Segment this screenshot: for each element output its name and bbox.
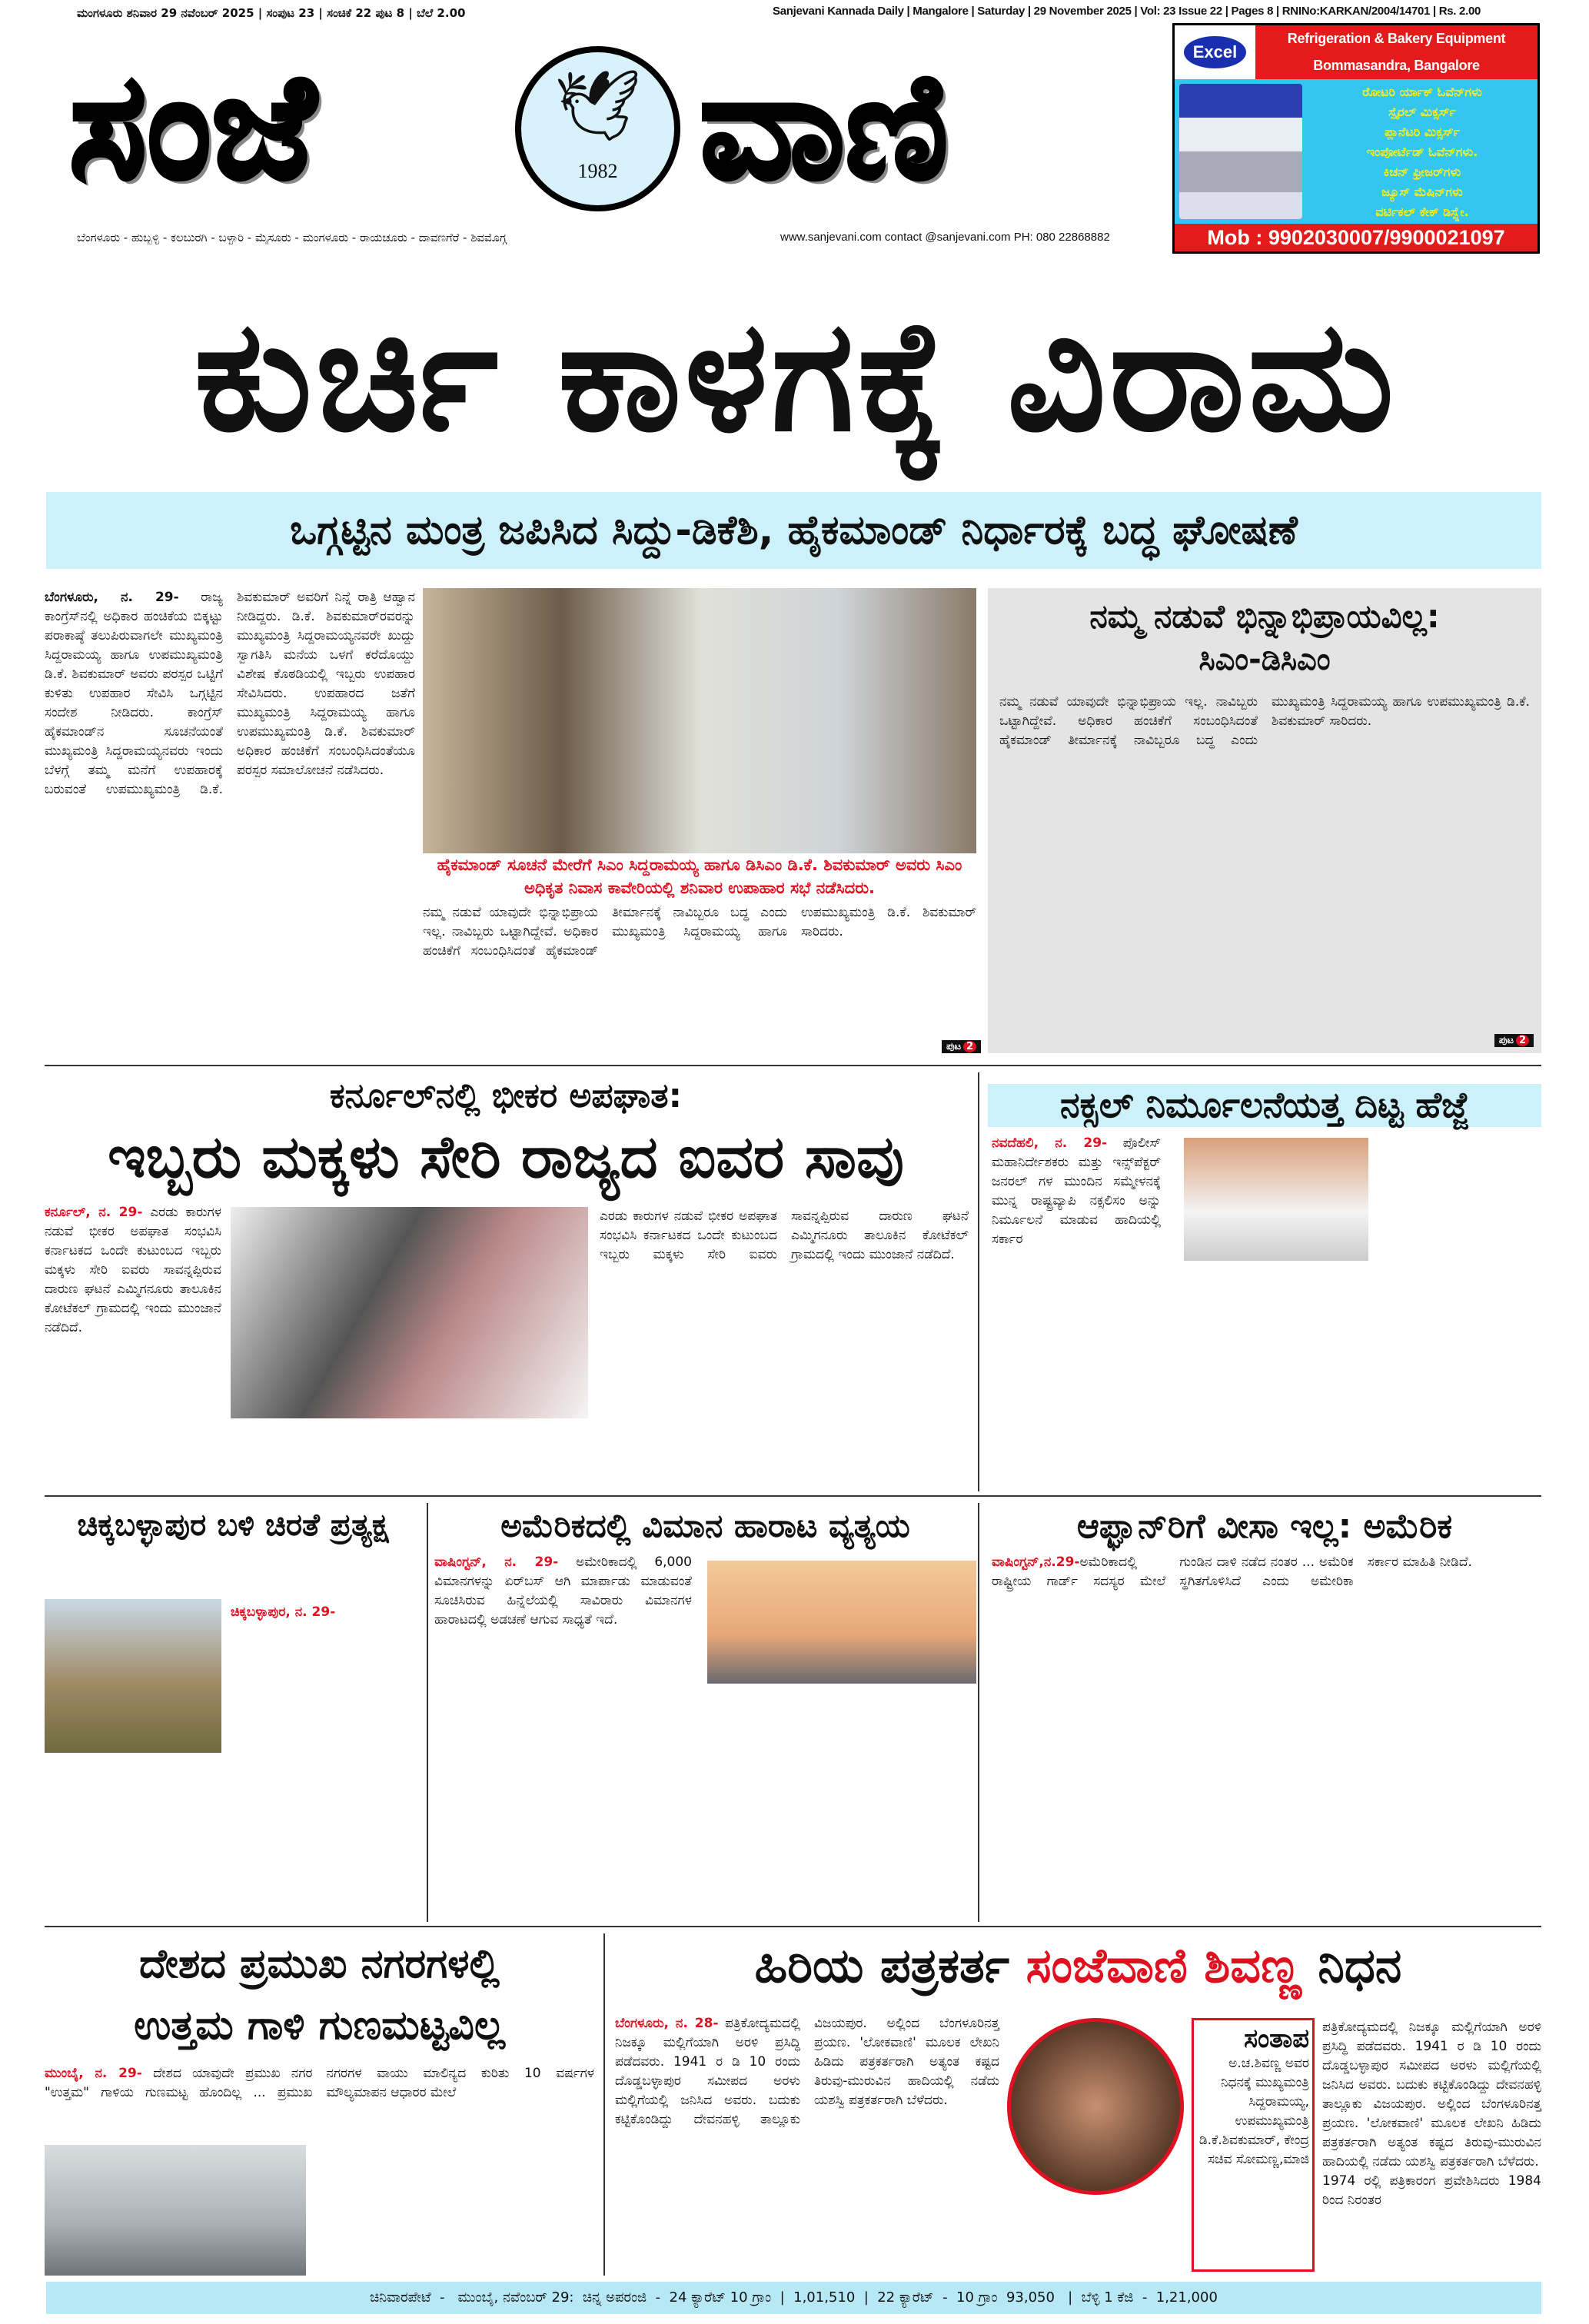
masthead-left: ಸಂಜೆ [69,42,316,211]
side-box-body: ನಮ್ಮ ನಡುವೆ ಯಾವುದೇ ಭಿನ್ನಾಭಿಪ್ರಾಯ ಇಲ್ಲ. ನಾವಿಬ್ಬರು ಒಟ್ಟಾಗಿದ್ದೇವೆ. ಅಧಿಕಾರ ಹಂಚಿಕೆಗೆ ಸಂಬಂಧಿಸಿದಂತೆ ಹೈಕಮಾಂಡ್ ತೀರ್ಮಾನಕ್ಕೆ ನಾವಿಬ್ಬರೂ ಬದ್ಧ ಎಂದು ಮುಖ್ಯಮಂತ್ರಿ ಸಿದ್ದರಾಮಯ್ಯ ಹಾಗೂ ಉಪಮುಖ್ಯಮಂತ್ರಿ ಡಿ.ಕೆ. ಶಿವಕುಮಾರ್ ಸಾರಿದರು. [999,694,1530,748]
mixer-image [1179,84,1302,219]
naxal-headline: ನಕ್ಸಲ್ ನಿರ್ಮೂಲನೆಯತ್ತ ದಿಟ್ಟ ಹೆಜ್ಜೆ [988,1084,1541,1127]
kannada-dateline: ಮಂಗಳೂರು ಶನಿವಾರ 29 ನವೆಂಬರ್ 2025 | ಸಂಪುಟ 23 | ಸಂಚಿಕೆ 22 ಪುಟ 8 | ಬೆಲೆ 2.00 [77,6,466,20]
story-text: ರಾಜ್ಯ ಕಾಂಗ್ರೆಸ್‌ನಲ್ಲಿ ಅಧಿಕಾರ ಹಂಚಿಕೆಯ ಬಿಕ್ಕಟ್ಟು ಪರಾಕಾಷ್ಠೆ ತಲುಪಿರುವಾಗಲೇ ಮುಖ್ಯಮಂತ್ರಿ ಸಿದ್ದರಾಮಯ್ಯ ಹಾಗೂ ಉಪಮುಖ್ಯಮಂತ್ರಿ ಡಿ.ಕೆ. ಶಿವಕುಮಾರ್ ಅವರು ಪರಸ್ಪರ ಒಟ್ಟಿಗೆ ಕುಳಿತು ಉಪಹಾರ ಸೇವಿಸಿ ಒಗ್ಗಟ್ಟಿನ ಸಂದೇಶ ನೀಡಿದರು. ಕಾಂಗ್ರೆಸ್ ಹೈಕಮಾಂಡ್‌ನ ಸೂಚನೆಯಂತೆ ಮುಖ್ಯಮಂತ್ರಿ ಸಿದ್ದರಾಮಯ್ಯನವರು ಇಂದು ಬೆಳಗ್ಗೆ ತಮ್ಮ ಮನೆಗೆ ಉಪಹಾರಕ್ಕೆ ಬರುವಂತೆ ಉಪಮುಖ್ಯಮಂತ್ರಿ ಡಿ.ಕೆ. ಶಿವಕುಮಾರ್ ಅವರಿಗೆ ನಿನ್ನೆ ರಾತ್ರಿ ಆಹ್ವಾನ ನೀಡಿದ್ದರು. ಡಿ.ಕೆ. ಶಿವಕುಮಾರ್‌ರವರನ್ನು ಮುಖ್ಯಮಂತ್ರಿ ಸಿದ್ದರಾಮಯ್ಯನವರೇ ಖುದ್ದು ಸ್ವಾಗತಿಸಿ ಮನೆಯ ಒಳಗೆ ಕರೆದೊಯ್ದು ವಿಶೇಷ ಕೊಠಡಿಯಲ್ಲಿ ಇಬ್ಬರು ಉಪಹಾರ ಸೇವಿಸಿದರು. ಉಪಹಾರದ ಜತೆಗೆ ಮುಖ್ಯಮಂತ್ರಿ ಸಿದ್ದರಾಮಯ್ಯ ಹಾಗೂ ಉಪಮುಖ್ಯಮಂತ್ರಿ ಡಿ.ಕೆ. ಶಿವಕುಮಾರ್ ಅಧಿಕಾರ ಹಂಚಿಕೆಗೆ ಸಂಬಂಧಿಸಿದಂತೆಯೂ ಪರಸ್ಪರ ಸಮಾಲೋಚನೆ ನಡೆಸಿದರು. [45,590,415,797]
obituary-body: ಬೆಂಗಳೂರು, ನ. 28- ಪತ್ರಿಕೋದ್ಯಮದಲ್ಲಿ ನಿಜಕ್ಕೂ ಮಲ್ಲಿಗೆಯಾಗಿ ಅರಳಿ ಪ್ರಸಿದ್ಧಿ ಪಡೆದವರು. 1941 ರ ಡಿ 10 ರಂದು ದೊಡ್ಡಬಳ್ಳಾಪುರ ಸಮೀಪದ ಅರಳು ಮಲ್ಲಿಗೆಯಲ್ಲಿ ಜನಿಸಿದ ಅವರು. ಬದುಕು ಕಟ್ಟಿಕೊಂಡಿದ್ದು ದೇವನಹಳ್ಳಿ ತಾಲ್ಲೂಕು ವಿಜಯಪುರ. ಅಲ್ಲಿಂದ ಬೆಂಗಳೂರಿನತ್ತ ಪ್ರಯಣ. 'ಲೋಕವಾಣಿ' ಮೂಲಕ ಲೇಖನಿ ಹಿಡಿದು ಪತ್ರಕರ್ತರಾಗಿ ಅತ್ಯಂತ ಕಷ್ಟದ ತಿರುವು-ಮುರುವಿನ ಹಾದಿಯಲ್ಲಿ ನಡೆದು ಯಶಸ್ವಿ ಪತ್ರಕರ್ತರಾಗಿ ಬೆಳೆದರು. [615,2016,999,2127]
ad-location: Bommasandra, Bangalore [1313,58,1480,73]
ad-line: ಇಂಪೋರ್ಟೆಡ್ ಓವೆನ್‌ಗಳು. [1366,145,1478,159]
kurnool-headline: ಇಬ್ಬರು ಮಕ್ಕಳು ಸೇರಿ ರಾಜ್ಯದ ಐವರ ಸಾವು [108,1122,904,1191]
cm-dcm-breakfast-photo [423,588,976,853]
dove-logo [515,46,680,211]
naxal-body: ನವದೆಹಲಿ, ನ. 29- ಪೊಲೀಸ್ ಮಹಾನಿರ್ದೇಶಕರು ಮತ್ತು ಇನ್ಸ್‌ಪೆಕ್ಟರ್ ಜನರಲ್ ಗಳ ಮುಂದಿನ ಸಮ್ಮೇಳನಕ್ಕೆ ಮುನ್ನ ರಾಷ್ಟ್ರವ್ಯಾಪಿ ನಕ್ಸಲಿಸಂ ಅನ್ನು ನಿರ್ಮೂಲನೆ ಮಾಡುವ ಹಾದಿಯಲ್ಲಿ ಸರ್ಕಾರ [992,1135,1161,1247]
flights-body: ವಾಷಿಂಗ್ಟನ್, ನ. 29- ಅಮೇರಿಕಾದಲ್ಲಿ 6,000 ವಿಮಾನಗಳನ್ನು ಏರ್‌ಬಸ್ ಆಗಿ ಮಾರ್ಪಾಡು ಮಾಡುವಂತೆ ಸೂಚಿಸಿರುವ ಹಿನ್ನೆಲೆಯಲ್ಲಿ ಸಾವಿರಾರು ವಿಮಾನಗಳ ಹಾರಾಟದಲ್ಲಿ ಅಡಚಣೆ ಆಗುವ ಸಾಧ್ಯತೆ ಇದೆ. [434,1554,692,1627]
kurnool-body-continued: ಎರಡು ಕಾರುಗಳ ನಡುವೆ ಭೀಕರ ಅಪಘಾತ ಸಂಭವಿಸಿ ಕರ್ನಾಟಕದ ಒಂದೇ ಕುಟುಂಬದ ಇಬ್ಬರು ಮಕ್ಕಳು ಸೇರಿ ಐವರು ಸಾವನ್ನಪ್ಪಿರುವ ದಾರುಣ ಘಟನೆ ಎಮ್ಮಿಗನೂರು ತಾಲೂಕಿನ ಕೋಟೆಕಲ್ ಗ್ರಾಮದಲ್ಲಿ ಇಂದು ಮುಂಜಾನೆ ನಡೆದಿದೆ. [600,1209,969,1262]
page-ref[interactable]: ಪುಟ 2 [942,1038,981,1053]
shivanna-portrait [1007,2018,1184,2195]
airplane-photo [707,1561,976,1684]
obituary-continued: ಪತ್ರಿಕೋದ್ಯಮದಲ್ಲಿ ನಿಜಕ್ಕೂ ಮಲ್ಲಿಗೆಯಾಗಿ ಅರಳಿ ಪ್ರಸಿದ್ಧಿ ಪಡೆದವರು. 1941 ರ ಡಿ 10 ರಂದು ದೊಡ್ಡಬಳ್ಳಾಪುರ ಸಮೀಪದ ಅರಳು ಮಲ್ಲಿಗೆಯಲ್ಲಿ ಜನಿಸಿದ ಅವರು. ಬದುಕು ಕಟ್ಟಿಕೊಂಡಿದ್ದು ದೇವನಹಳ್ಳಿ ತಾಲ್ಲೂಕು ವಿಜಯಪುರ. ಅಲ್ಲಿಂದ ಬೆಂಗಳೂರಿನತ್ತ ಪ್ರಯಣ. 'ಲೋಕವಾಣಿ' ಮೂಲಕ ಲೇಖನಿ ಹಿಡಿದು ಪತ್ರಕರ್ತರಾಗಿ ಅತ್ಯಂತ ಕಷ್ಟದ ತಿರುವು-ಮುರುವಿನ ಹಾದಿಯಲ್ಲಿ ನಡೆದು ಯಶಸ್ವಿ ಪತ್ರಕರ್ತರಾಗಿ ಬೆಳೆದರು. 1974 ರಲ್ಲಿ ಪತ್ರಿಕಾರಂಗ ಪ್ರವೇಶಿಸಿದರು 1984 ರಿಂದ ನಿರಂತರ [1322,2020,1541,2208]
ad-title: Refrigeration & Bakery Equipment [1287,31,1506,46]
logo-year: 1982 [577,160,618,182]
side-box [988,588,1541,1053]
sub-headline: ಒಗ್ಗಟ್ಟಿನ ಮಂತ್ರ ಜಪಿಸಿದ ಸಿದ್ದು-ಡಿಕೆಶಿ, ಹೈಕಮಾಂಡ್ ನಿರ್ಧಾರಕ್ಕೆ ಬದ್ಧ ಘೋಷಣೆ [46,492,1541,569]
leopard-body: ಚಿಕ್ಕಬಳ್ಳಾಪುರ, ನ. 29- [231,1604,336,1620]
air-quality-body: ಮುಂಬೈ, ನ. 29- ದೇಶದ ಯಾವುದೇ ಪ್ರಮುಖ ನಗರ "ಉತ್ತಮ" ಗಾಳಿಯ ಗುಣಮಟ್ಟ ಹೊಂದಿಲ್ಲ ... ಪ್ರಮುಖ ನಗರಗಳ ವಾಯು ಮಾಲಿನ್ಯದ ಕುರಿತು 10 ವರ್ಷಗಳ ಮೌಲ್ಯಮಾಪನ ಆಧಾರರ ಮೇಲೆ [45,2066,594,2100]
ad-line: ಪ್ಲಾನೆಟರಿ ಮಿಕ್ಸರ್ಸ್ [1385,125,1460,139]
obituary-headline: ಹಿರಿಯ ಪತ್ರಕರ್ತ ಸಂಜೆವಾಣಿ ಶಿವಣ್ಣ ನಿಧನ [754,1937,1402,1993]
ad-line: ರೋಟರಿ ರ್ಯಾಕ್ ಓವೆನ್‌ಗಳು [1362,85,1482,99]
victims-photo [231,1207,588,1418]
amit-shah-photo [1184,1138,1368,1261]
kurnool-body: ಕರ್ನೂಲ್, ನ. 29- ಎರಡು ಕಾರುಗಳ ನಡುವೆ ಭೀಕರ ಅಪಘಾತ ಸಂಭವಿಸಿ ಕರ್ನಾಟಕದ ಒಂದೇ ಕುಟುಂಬದ ಇಬ್ಬರು ಮಕ್ಕಳು ಸೇರಿ ಐವರು ಸಾವನ್ನಪ್ಪಿರುವ ದಾರುಣ ಘಟನೆ ಎಮ್ಮಿಗನೂರು ತಾಲೂಕಿನ ಕೋಟೆಕಲ್ ಗ್ರಾಮದಲ್ಲಿ ಇಂದು ಮುಂಜಾನೆ ನಡೆದಿದೆ. [45,1205,222,1335]
photo-caption: ಹೈಕಮಾಂಡ್ ಸೂಚನೆ ಮೇರೆಗೆ ಸಿಎಂ ಸಿದ್ದರಾಮಯ್ಯ ಹಾಗೂ ಡಿಸಿಎಂ ಡಿ.ಕೆ. ಶಿವಕುಮಾರ್ ಅವರು ಸಿಎಂ ಅಧಿಕೃತ ನಿವಾಸ ಕಾವೇರಿಯಲ್ಲಿ ಶನಿವಾರ ಉಪಾಹಾರ ಸಭೆ ನಡೆಸಿದರು. [437,856,962,897]
afghan-body: ವಾಷಿಂಗ್ಟನ್,ನ.29-ಅಮೆರಿಕಾದಲ್ಲಿ ರಾಷ್ಟ್ರೀಯ ಗಾರ್ಡ್ ಸದಸ್ಯರ ಮೇಲೆ ಗುಂಡಿನ ದಾಳಿ ನಡೆದ ನಂತರ ... ಅಮೆರಿಕ ಸ್ಥಗಿತಗೊಳಿಸಿದೆ ಎಂದು ಅಮೇರಿಕಾ ಸರ್ಕಾರ ಮಾಹಿತಿ ನೀಡಿದೆ. [992,1554,1472,1589]
masthead [69,38,1145,223]
afghan-headline: ಆಫ್ಘಾನ್‌ರಿಗೆ ವೀಸಾ ಇಲ್ಲ: ಅಮೆರಿಕ [1076,1507,1453,1546]
story-text: ನಮ್ಮ ನಡುವೆ ಯಾವುದೇ ಭಿನ್ನಾಭಿಪ್ರಾಯ ಇಲ್ಲ. ನಾವಿಬ್ಬರು ಒಟ್ಟಾಗಿದ್ದೇವೆ. ಅಧಿಕಾರ ಹಂಚಿಕೆಗೆ ಸಂಬಂಧಿಸಿದಂತೆ ಹೈಕಮಾಂಡ್ ತೀರ್ಮಾನಕ್ಕೆ ನಾವಿಬ್ಬರೂ ಬದ್ಧ ಎಂದು ಮುಖ್ಯಮಂತ್ರಿ ಸಿದ್ದರಾಮಯ್ಯ ಹಾಗೂ ಉಪಮುಖ್ಯಮಂತ್ರಿ ಡಿ.ಕೆ. ಶಿವಕುಮಾರ್ ಸಾರಿದರು. [423,905,976,959]
main-headline: ಕುರ್ಚಿ ಕಾಳಗಕ್ಕೆ ವಿರಾಮ [194,287,1398,466]
ad-line: ವರ್ಟಿಕಲ್ ಕೇಕ್ ಡಿಸ್ಪ್ಲೇ. [1375,204,1469,219]
smog-photo [45,2145,306,2276]
ad-mobile: Mob : 9902030007/9900021097 [1175,224,1537,251]
condolence-title: ಸಂತಾಪ [1244,2023,1309,2054]
ad-line: ಕಿಚನ್ ಫ್ರೀಜರ್‌ಗಳು [1383,165,1461,179]
side-box-headline: ನಮ್ಮ ನಡುವೆ ಭಿನ್ನಾಭಿಪ್ರಾಯವಿಲ್ಲ: [1089,597,1440,635]
edition-cities: ಬೆಂಗಳೂರು - ಹುಬ್ಬಳ್ಳಿ - ಕಲಬುರಗಿ - ಬಳ್ಳಾರಿ - ಮೈಸೂರು - ಮಂಗಳೂರು - ರಾಯಚೂರು - ದಾವಣಗೆರೆ - ಶಿವಮೊಗ್ಗ [77,231,507,244]
ad-brand-logo: Excel [1184,36,1247,68]
condolence-body: ಅ.ಚ.ಶಿವಣ್ಣ ಅವರ ನಿಧನಕ್ಕೆ ಮುಖ್ಯಮಂತ್ರಿ ಸಿದ್ದರಾಮಯ್ಯ, ಉಪಮುಖ್ಯಮಂತ್ರಿ ಡಿ.ಕೆ.ಶಿವಕುಮಾರ್, ಕೇಂದ್ರ ಸಚಿವ ಸೋಮಣ್ಣ,ಮಾಜಿ [1198,2056,1309,2167]
page-ref[interactable]: ಪುಟ 2 [1494,1034,1534,1047]
lead-story-body [45,588,415,1057]
ad-line: ಸ್ಪೈರಲ್ ಮಿಕ್ಸರ್ಸ್ [1388,105,1456,119]
side-box-headline-2: ಸಿಎಂ-ಡಿಸಿಎಂ [1198,642,1331,677]
contact-line: www.sanjevani.com contact @sanjevani.com PH: 080 22868882 [780,231,1110,244]
dateline: ಬೆಂಗಳೂರು, ನ. 29- [45,590,179,605]
advertisement [1172,23,1540,254]
dove-icon: 🕊 [553,65,642,146]
gold-rate-ticker: ಚಿನಿವಾರಪೇಟೆ - ಮುಂಬೈ, ನವೆಂಬರ್ 29: ಚಿನ್ನ ಅಪರಂಜಿ - 24 ಕ್ಯಾರೆಟ್ 10 ಗ್ರಾಂ | 1,01,510 | 22 ಕ್ಯಾರೆಟ್ - 10 ಗ್ರಾಂ 93,050 | ಬೆಳ್ಳಿ 1 ಕೆಜಿ - 1,21,000 [46,2282,1541,2314]
kurnool-kicker: ಕರ್ನೂಲ್‌ನಲ್ಲಿ ಭೀಕರ ಅಪಘಾತ: [329,1076,683,1115]
lead-story-continued [423,903,976,1034]
flights-headline: ಅಮೆರಿಕದಲ್ಲಿ ವಿಮಾನ ಹಾರಾಟ ವ್ಯತ್ಯಯ [500,1507,910,1544]
leopard-headline: ಚಿಕ್ಕಬಳ್ಳಾಪುರ ಬಳಿ ಚಿರತೆ ಪ್ರತ್ಯಕ್ಷ [77,1508,389,1543]
english-dateline: Sanjevani Kannada Daily | Mangalore | Saturday | 29 November 2025 | Vol: 23 Issue 22 | Pages 8 | RNINo:KARKAN/2004/14701 | Rs. 2.00 [773,5,1481,18]
leopard-photo [45,1599,221,1753]
ad-line: ಜ್ಯೂಸ್ ಮೆಷಿನ್‌ಗಳು [1381,185,1463,199]
masthead-right: ವಾಣಿ [700,42,949,211]
condolence-box [1192,2018,1315,2272]
air-quality-headline: ದೇಶದ ಪ್ರಮುಖ ನಗರಗಳಲ್ಲಿ ಉತ್ತಮ ಗಾಳಿ ಗುಣಮಟ್ಟವಿಲ್ಲ [134,1941,505,2049]
